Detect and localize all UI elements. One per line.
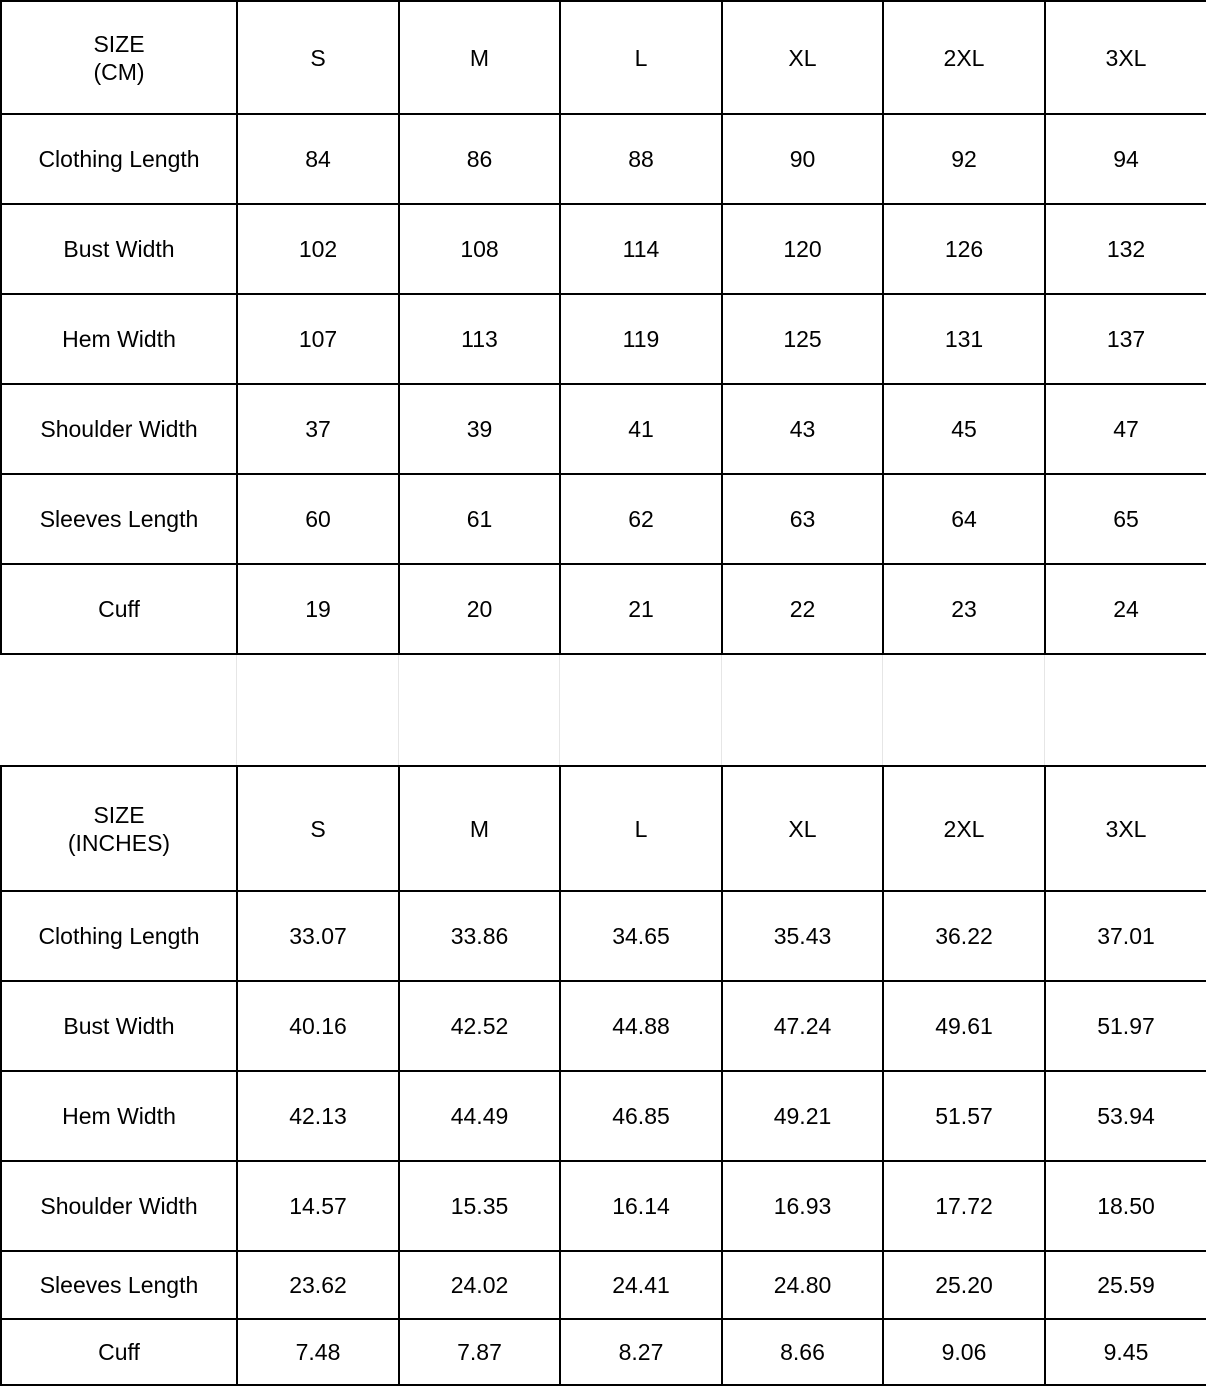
table-cell: 64 — [883, 474, 1045, 564]
table-cell: 51.97 — [1045, 981, 1206, 1071]
table-cell: 113 — [399, 294, 560, 384]
table-cell: 34.65 — [560, 891, 722, 981]
table-cell: 16.14 — [560, 1161, 722, 1251]
table-cell: 25.20 — [883, 1251, 1045, 1319]
row-label: Hem Width — [1, 1071, 237, 1161]
table-cell: 37 — [237, 384, 399, 474]
spacer-column — [398, 655, 559, 765]
table-cell: 47.24 — [722, 981, 883, 1071]
table-cell: 8.27 — [560, 1319, 722, 1385]
table-cell: 24 — [1045, 564, 1206, 654]
table-cell: 46.85 — [560, 1071, 722, 1161]
table-cell: 24.02 — [399, 1251, 560, 1319]
row-label: Bust Width — [1, 981, 237, 1071]
row-label: Hem Width — [1, 294, 237, 384]
table-cell: 61 — [399, 474, 560, 564]
spacer-column — [882, 655, 1044, 765]
table-cell: 25.59 — [1045, 1251, 1206, 1319]
table-cell: 125 — [722, 294, 883, 384]
table-cell: 62 — [560, 474, 722, 564]
table-cell: 42.52 — [399, 981, 560, 1071]
table-cell: 7.48 — [237, 1319, 399, 1385]
row-label: Clothing Length — [1, 891, 237, 981]
table-cell: 88 — [560, 114, 722, 204]
table-row — [1, 294, 1206, 384]
table-cell: 94 — [1045, 114, 1206, 204]
table-cell: 35.43 — [722, 891, 883, 981]
size-header-2xl: 2XL — [883, 766, 1045, 891]
table-cell: 17.72 — [883, 1161, 1045, 1251]
table-row — [1, 1161, 1206, 1251]
table-cell: 63 — [722, 474, 883, 564]
table-cell: 44.49 — [399, 1071, 560, 1161]
table-cell: 120 — [722, 204, 883, 294]
size-header-m: M — [399, 766, 560, 891]
row-label: Sleeves Length — [1, 474, 237, 564]
table-cell: 9.45 — [1045, 1319, 1206, 1385]
table-cell: 37.01 — [1045, 891, 1206, 981]
table-cell: 108 — [399, 204, 560, 294]
size-header-m: M — [399, 1, 560, 114]
size-header-xl: XL — [722, 1, 883, 114]
table-cell: 119 — [560, 294, 722, 384]
table-cell: 47 — [1045, 384, 1206, 474]
size-table-cm — [0, 0, 1206, 655]
table-cell: 60 — [237, 474, 399, 564]
size-table-inches — [0, 765, 1206, 1386]
table-cell: 21 — [560, 564, 722, 654]
table-cell: 44.88 — [560, 981, 722, 1071]
table-cell: 84 — [237, 114, 399, 204]
table-row — [1, 891, 1206, 981]
table-cell: 49.21 — [722, 1071, 883, 1161]
table-cell: 86 — [399, 114, 560, 204]
table-cell: 24.80 — [722, 1251, 883, 1319]
size-header-l: L — [560, 1, 722, 114]
size-header-2xl: 2XL — [883, 1, 1045, 114]
table-cell: 24.41 — [560, 1251, 722, 1319]
spacer-column — [559, 655, 721, 765]
table-cell: 16.93 — [722, 1161, 883, 1251]
table-cell: 33.86 — [399, 891, 560, 981]
table-cell: 132 — [1045, 204, 1206, 294]
table-cell: 23.62 — [237, 1251, 399, 1319]
table-cell: 114 — [560, 204, 722, 294]
row-label: Bust Width — [1, 204, 237, 294]
table-cell: 33.07 — [237, 891, 399, 981]
table-row — [1, 114, 1206, 204]
row-label: Shoulder Width — [1, 384, 237, 474]
table-cell: 19 — [237, 564, 399, 654]
row-label: Clothing Length — [1, 114, 237, 204]
row-label: Cuff — [1, 1319, 237, 1385]
table-row — [1, 564, 1206, 654]
table-cell: 137 — [1045, 294, 1206, 384]
table-cell: 42.13 — [237, 1071, 399, 1161]
table-row — [1, 474, 1206, 564]
table-cell: 102 — [237, 204, 399, 294]
table-cell: 8.66 — [722, 1319, 883, 1385]
table-cell: 7.87 — [399, 1319, 560, 1385]
spacer-column — [1044, 655, 1206, 765]
table-cell: 23 — [883, 564, 1045, 654]
size-unit-header: SIZE (INCHES) — [1, 766, 237, 891]
table-cell: 36.22 — [883, 891, 1045, 981]
table-cell: 20 — [399, 564, 560, 654]
table-cell: 90 — [722, 114, 883, 204]
table-cell: 9.06 — [883, 1319, 1045, 1385]
table-cell: 107 — [237, 294, 399, 384]
table-row — [1, 204, 1206, 294]
spacer-column — [721, 655, 882, 765]
spacer-column — [236, 655, 398, 765]
table-cell: 18.50 — [1045, 1161, 1206, 1251]
table-cell: 51.57 — [883, 1071, 1045, 1161]
table-cell: 15.35 — [399, 1161, 560, 1251]
size-header-l: L — [560, 766, 722, 891]
table-cell: 49.61 — [883, 981, 1045, 1071]
row-label: Cuff — [1, 564, 237, 654]
table-row — [1, 1319, 1206, 1385]
table-cell: 53.94 — [1045, 1071, 1206, 1161]
header-row — [1, 1, 1206, 114]
table-cell: 131 — [883, 294, 1045, 384]
table-cell: 92 — [883, 114, 1045, 204]
table-spacer — [0, 655, 1206, 765]
table-cell: 65 — [1045, 474, 1206, 564]
table-cell: 39 — [399, 384, 560, 474]
size-header-xl: XL — [722, 766, 883, 891]
size-header-s: S — [237, 766, 399, 891]
table-row — [1, 1071, 1206, 1161]
table-cell: 22 — [722, 564, 883, 654]
row-label: Shoulder Width — [1, 1161, 237, 1251]
table-cell: 14.57 — [237, 1161, 399, 1251]
table-cell: 43 — [722, 384, 883, 474]
size-header-s: S — [237, 1, 399, 114]
spacer-column — [0, 655, 236, 765]
table-row — [1, 384, 1206, 474]
header-row — [1, 766, 1206, 891]
size-header-3xl: 3XL — [1045, 1, 1206, 114]
table-cell: 45 — [883, 384, 1045, 474]
row-label: Sleeves Length — [1, 1251, 237, 1319]
table-cell: 126 — [883, 204, 1045, 294]
table-cell: 41 — [560, 384, 722, 474]
size-unit-header: SIZE (CM) — [1, 1, 237, 114]
table-row — [1, 981, 1206, 1071]
table-cell: 40.16 — [237, 981, 399, 1071]
table-row — [1, 1251, 1206, 1319]
size-header-3xl: 3XL — [1045, 766, 1206, 891]
